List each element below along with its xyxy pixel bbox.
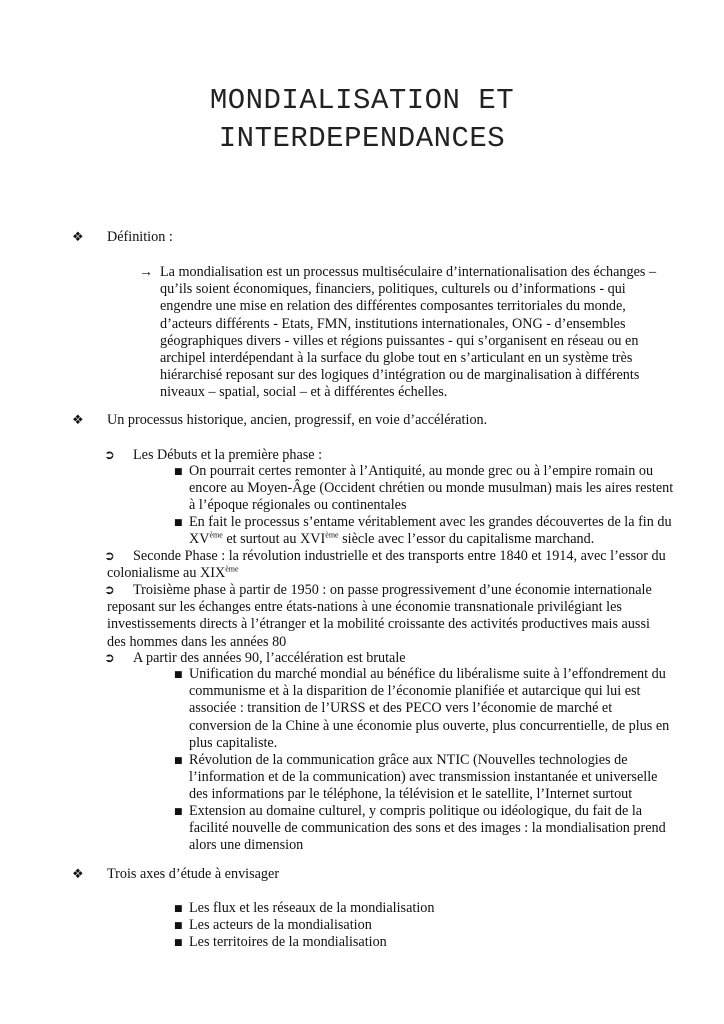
definition-heading: Définition : xyxy=(107,229,173,245)
phase1-label: Les Débuts et la première phase : xyxy=(133,447,323,463)
curved-arrow-bullet-icon: ➲ xyxy=(104,583,115,598)
definition-line: La mondialisation est un processus multiséculaire d’internationalisation des échanges – xyxy=(160,264,657,280)
phase4-item-2 xyxy=(189,752,657,804)
phase3-text xyxy=(107,582,652,651)
title-line-1: MONDIALISATION ET xyxy=(209,84,515,117)
item-line: l’information et de la communication) avec transmission instantanée et universelle xyxy=(189,769,658,786)
square-bullet-icon: ■ xyxy=(174,467,183,477)
phase-line: Troisième phase à partir de 1950 : on passe progressivement d’une économie internationale xyxy=(133,582,652,598)
superscript: ème xyxy=(325,530,339,540)
item-line: encore au Moyen-Âge (Occident chrétien ou monde musulman) mais les aires restent xyxy=(189,480,674,497)
century-text: XV xyxy=(189,531,210,548)
axis-item: Les flux et les réseaux de la mondialisation xyxy=(189,900,435,916)
definition-line: qu’ils soient économiques, financiers, politiques, culturels ou d’informations - qui xyxy=(160,281,626,298)
document-title xyxy=(0,82,724,158)
phase-line: des hommes dans les années 80 xyxy=(107,633,287,650)
four-diamond-bullet-icon: ❖ xyxy=(72,413,84,428)
square-bullet-icon: ■ xyxy=(174,807,183,817)
square-bullet-icon: ■ xyxy=(174,938,183,948)
curved-arrow-bullet-icon: ➲ xyxy=(104,651,115,666)
superscript: ème xyxy=(225,564,239,574)
phase2-text xyxy=(107,548,666,582)
definition-text xyxy=(160,264,656,402)
phase-text: colonialisme au XIX xyxy=(107,565,226,582)
phase-line: Seconde Phase : la révolution industrielle et des transports entre 1840 et 1914, avec l’essor du xyxy=(133,548,666,564)
item-line: associée : transition de l’URSS et des PECO vers l’économie de marché et xyxy=(189,700,613,717)
phase-line: investissements directs à l’étranger et la mobilité croissante des activités productives mais aussi xyxy=(107,616,650,633)
definition-line: géographiques divers - villes et régions puissantes - qui s’organisent en réseau ou en xyxy=(160,332,639,349)
four-diamond-bullet-icon: ❖ xyxy=(72,867,84,882)
title-line-2: INTERDEPENDANCES xyxy=(218,122,506,155)
definition-line: d’acteurs différents - Etats, FMN, institutions internationales, ONG - d’ensembles xyxy=(160,315,626,332)
definition-line: archipel interdépendant à la surface du globe tout en s’articulant en un système très xyxy=(160,350,633,367)
definition-line: engendre une mise en relation des différentes composantes territoriales du monde, xyxy=(160,298,626,315)
process-heading: Un processus historique, ancien, progressif, en voie d’accélération. xyxy=(107,412,488,428)
item-line: Révolution de la communication grâce aux NTIC (Nouvelles technologies de xyxy=(189,752,628,768)
item-line: à l’époque régionales ou continentales xyxy=(189,497,407,514)
phase1-item-2 xyxy=(189,514,672,548)
item-line: conversion de la Chine à une économie plus ouverte, plus concurrentielle, de plus en xyxy=(189,717,670,734)
phase-line xyxy=(107,565,666,582)
phase-line: reposant sur les échanges entre états-nations à une économie transnationale privilégiant les xyxy=(107,599,622,616)
phase4-item-1 xyxy=(189,666,669,752)
definition-line: hiérarchisé reposant sur des logiques d’intégration ou de marginalisation à différents xyxy=(160,367,640,384)
definition-line: niveaux – spatial, social – et à différentes échelles. xyxy=(160,384,448,401)
superscript: ème xyxy=(209,530,223,540)
item-line: On pourrait certes remonter à l’Antiquité, au monde grec ou à l’empire romain ou xyxy=(189,463,654,479)
four-diamond-bullet-icon: ❖ xyxy=(72,230,84,245)
item-line: facilité nouvelle de communication des sons et des images : la mondialisation prend xyxy=(189,820,666,837)
item-text: siècle avec l’essor du capitalisme marchand. xyxy=(338,531,595,548)
item-line: plus capitaliste. xyxy=(189,734,278,751)
phase4-item-3 xyxy=(189,803,666,855)
square-bullet-icon: ■ xyxy=(174,518,183,528)
square-bullet-icon: ■ xyxy=(174,670,183,680)
square-bullet-icon: ■ xyxy=(174,904,183,914)
century-text: et surtout au XVI xyxy=(222,531,326,548)
item-line: communisme et à la disparition de l’économie planifiée et autarcique qui lui est xyxy=(189,683,641,700)
item-line: alors une dimension xyxy=(189,837,304,854)
square-bullet-icon: ■ xyxy=(174,921,183,931)
axes-heading: Trois axes d’étude à envisager xyxy=(107,866,280,882)
curved-arrow-bullet-icon: ➲ xyxy=(104,448,115,463)
phase1-item-1 xyxy=(189,463,673,515)
square-bullet-icon: ■ xyxy=(174,756,183,766)
item-line: Extension au domaine culturel, y compris politique ou idéologique, du fait de la xyxy=(189,803,643,819)
curved-arrow-bullet-icon: ➲ xyxy=(104,549,115,564)
item-line: des informations par le téléphone, la télévision et le satellite, l’Internet surtout xyxy=(189,786,633,803)
axis-item: Les territoires de la mondialisation xyxy=(189,934,387,950)
item-line: Unification du marché mondial au bénéfice du libéralisme suite à l’effondrement du xyxy=(189,666,666,682)
item-line xyxy=(189,531,672,548)
phase4-label: A partir des années 90, l’accélération est brutale xyxy=(133,650,406,666)
item-line: En fait le processus s’entame véritablement avec les grandes découvertes de la fin du xyxy=(189,514,672,530)
axis-item: Les acteurs de la mondialisation xyxy=(189,917,372,933)
right-arrow-icon: → xyxy=(139,265,153,280)
